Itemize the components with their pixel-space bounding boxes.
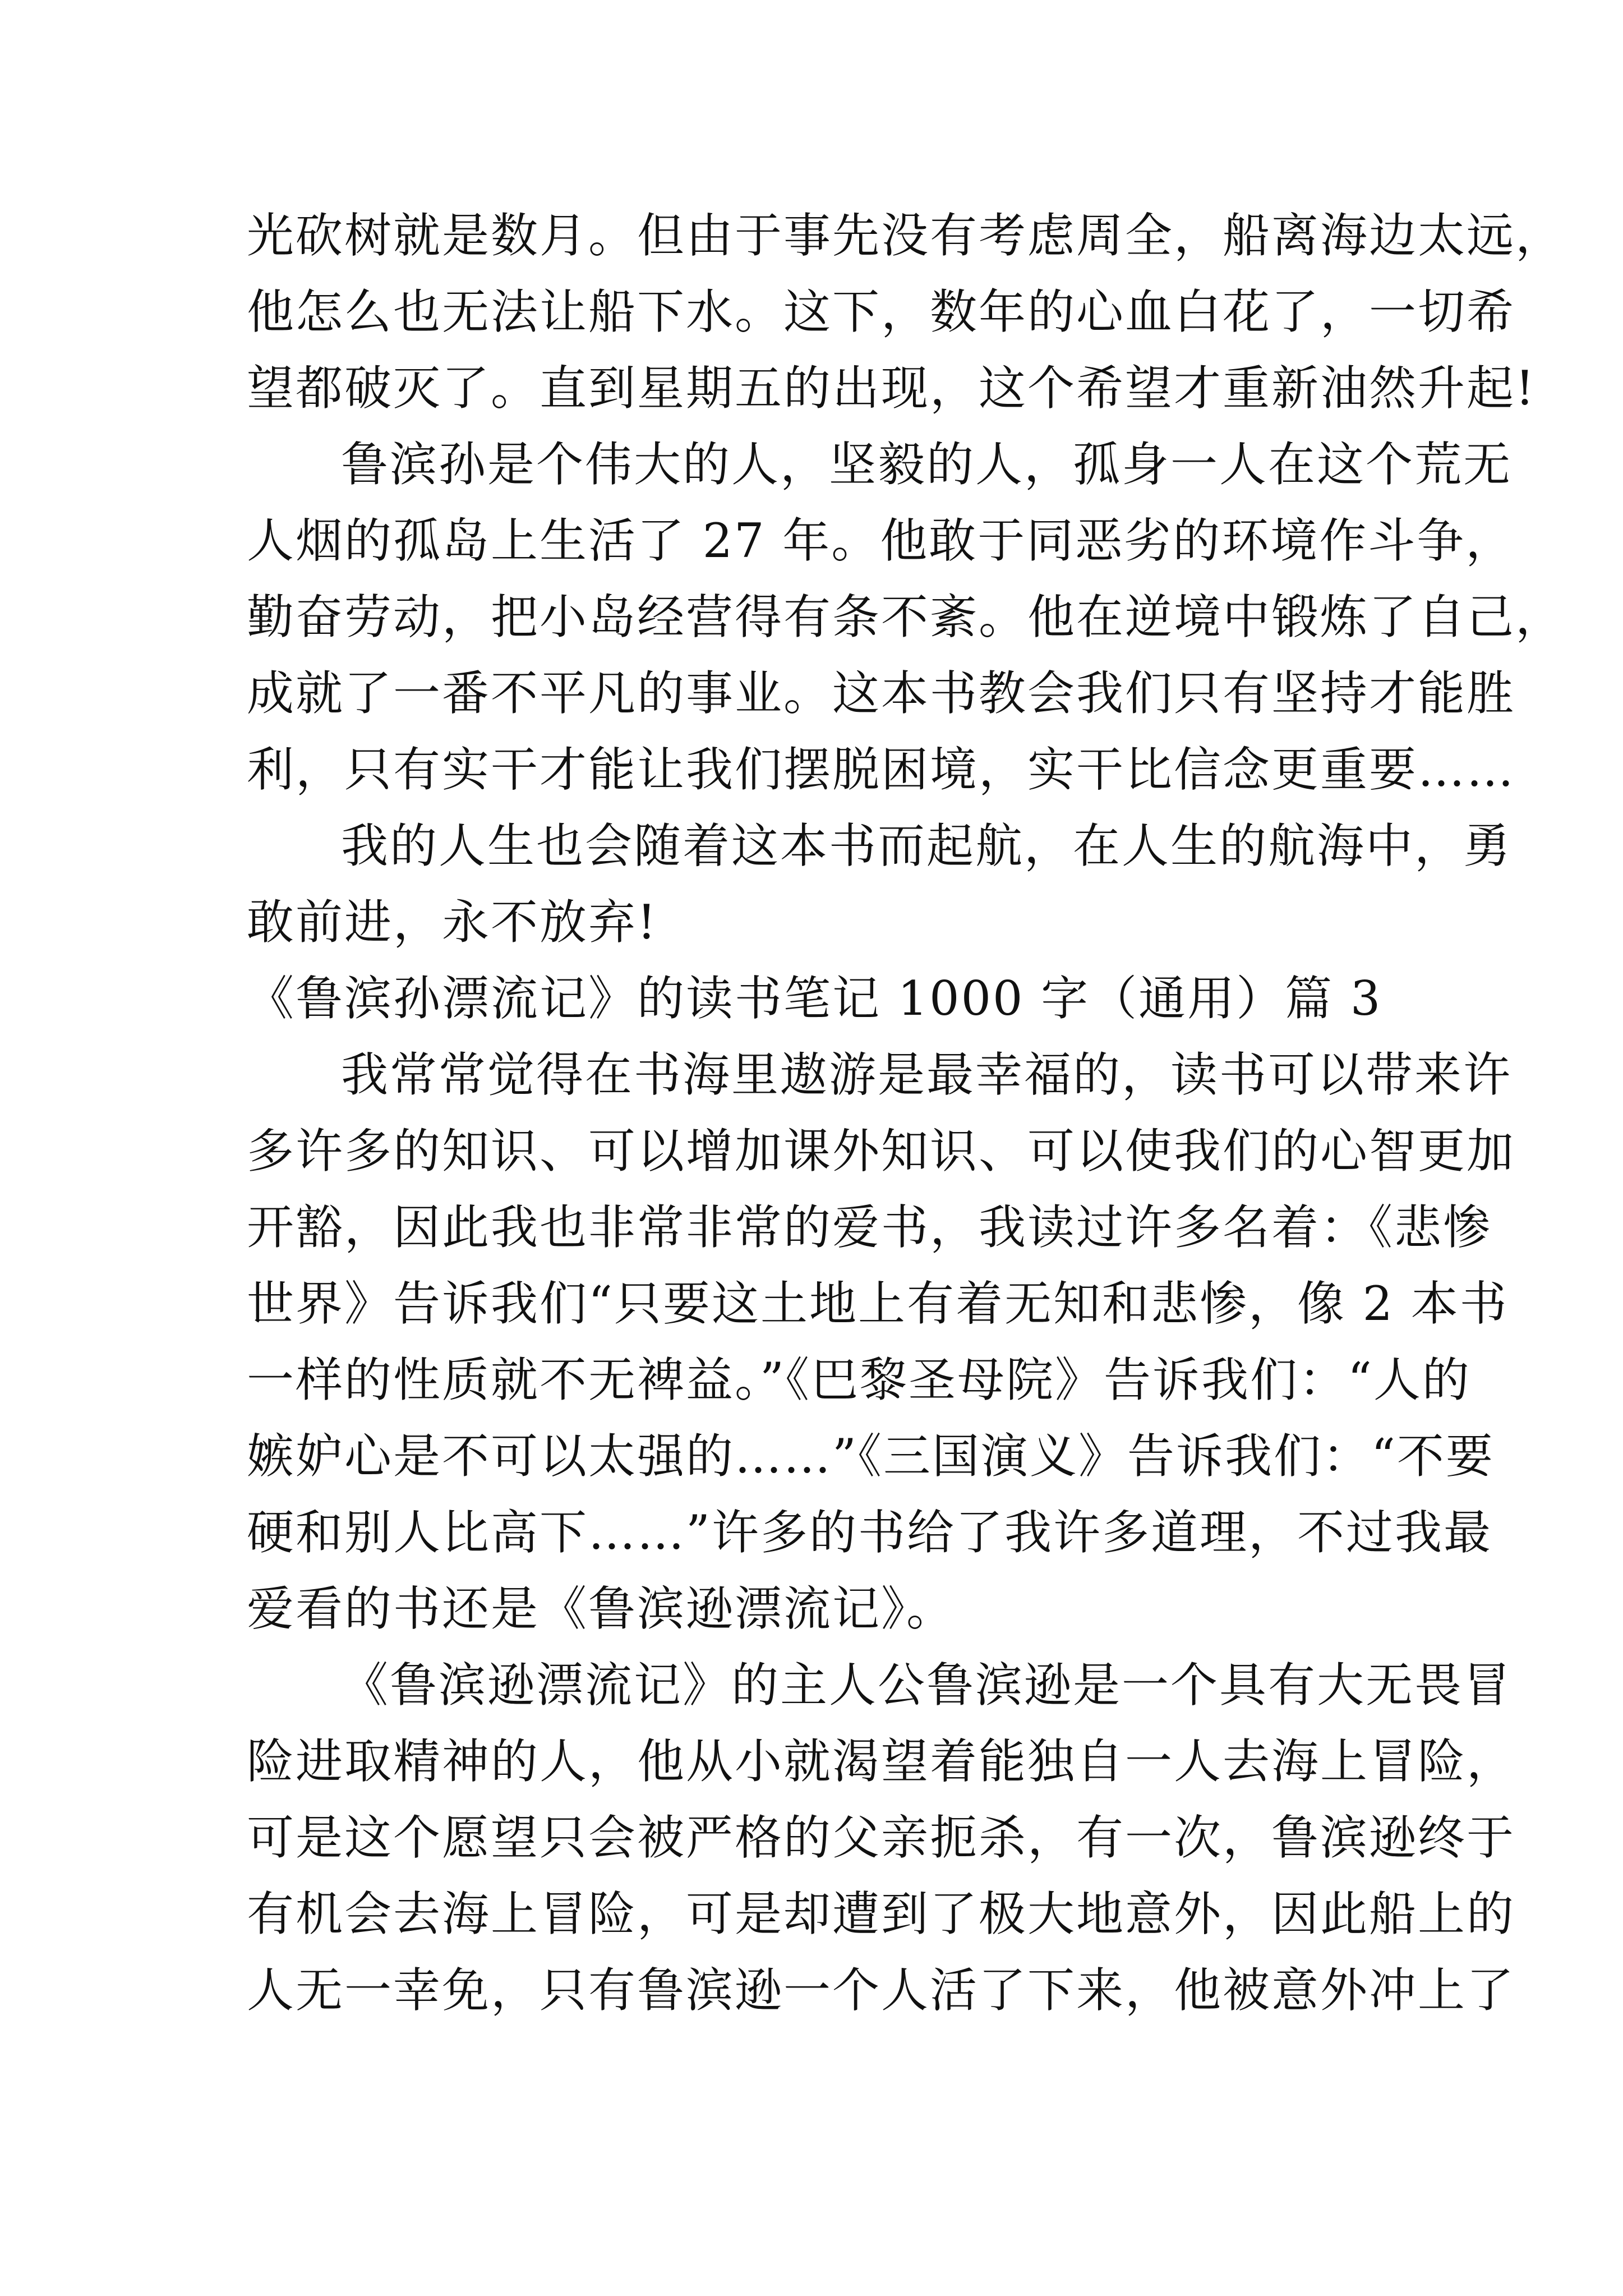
text-line: 多许多的知识、可以增加课外知识、可以使我们的心智更加: [247, 1124, 1516, 1179]
text-line: 成就了一番不平凡的事业。这本书教会我们只有坚持才能胜: [247, 666, 1516, 721]
paragraph-2: [247, 426, 1565, 808]
text-line: 世界》告诉我们“只要这土地上有着无知和悲惨，像 2 本书: [247, 1276, 1509, 1331]
text-line: 望都破灭了。直到星期五的出现，这个希望才重新油然升起!: [247, 361, 1536, 416]
text-line: 人烟的孤岛上生活了 27 年。他敢于同恶劣的环境作斗争，: [247, 513, 1515, 568]
text-line: 我的人生也会随着这本书而起航，在人生的航海中，勇: [341, 818, 1513, 873]
text-line: 有机会去海上冒险，可是却遭到了极大地意外，因此船上的: [247, 1887, 1516, 1941]
text-line: 硬和别人比高下……”许多的书给了我许多道理，不过我最: [247, 1505, 1492, 1560]
section-heading: 《鲁滨孙漂流记》的读书笔记 1000 字（通用）篇 3: [247, 971, 1382, 1026]
document-body: [247, 197, 1565, 2028]
paragraph-1: [247, 197, 1565, 426]
text-line: 敢前进，永不放弃!: [247, 895, 658, 950]
text-line: 鲁滨孙是个伟大的人，坚毅的人，孤身一人在这个荒无: [341, 437, 1513, 492]
text-line: 利，只有实干才能让我们摆脱困境，实干比信念更重要……: [247, 742, 1516, 797]
text-line: 险进取精神的人，他从小就渴望着能独自一人去海上冒险，: [247, 1734, 1516, 1789]
text-line: 爱看的书还是《鲁滨逊漂流记》。: [247, 1581, 956, 1636]
text-line: 他怎么也无法让船下水。这下，数年的心血白花了，一切希: [247, 284, 1516, 339]
text-line: 嫉妒心是不可以太强的……”《三国演义》告诉我们：“不要: [247, 1429, 1495, 1484]
text-line: 人无一幸免，只有鲁滨逊一个人活了下来，他被意外冲上了: [247, 1963, 1516, 2018]
text-line: 勤奋劳动，把小岛经营得有条不紊。他在逆境中锻炼了自己，: [247, 590, 1565, 645]
text-line: 光砍树就是数月。但由于事先没有考虑周全，船离海边太远，: [247, 208, 1565, 263]
text-line: 一样的性质就不无裨益。”《巴黎圣母院》告诉我们：“人的: [247, 1352, 1471, 1407]
paragraph-3: [247, 808, 1513, 960]
paragraph-4: [247, 1037, 1516, 1647]
text-line: 可是这个愿望只会被严格的父亲扼杀，有一次，鲁滨逊终于: [247, 1810, 1516, 1865]
text-line: 我常常觉得在书海里遨游是最幸福的，读书可以带来许: [341, 1047, 1513, 1102]
paragraph-5: [247, 1647, 1516, 2028]
text-line: 开豁，因此我也非常非常的爱书，我读过许多名着：《悲惨: [247, 1200, 1492, 1255]
text-line: 《鲁滨逊漂流记》的主人公鲁滨逊是一个具有大无畏冒: [341, 1658, 1513, 1713]
